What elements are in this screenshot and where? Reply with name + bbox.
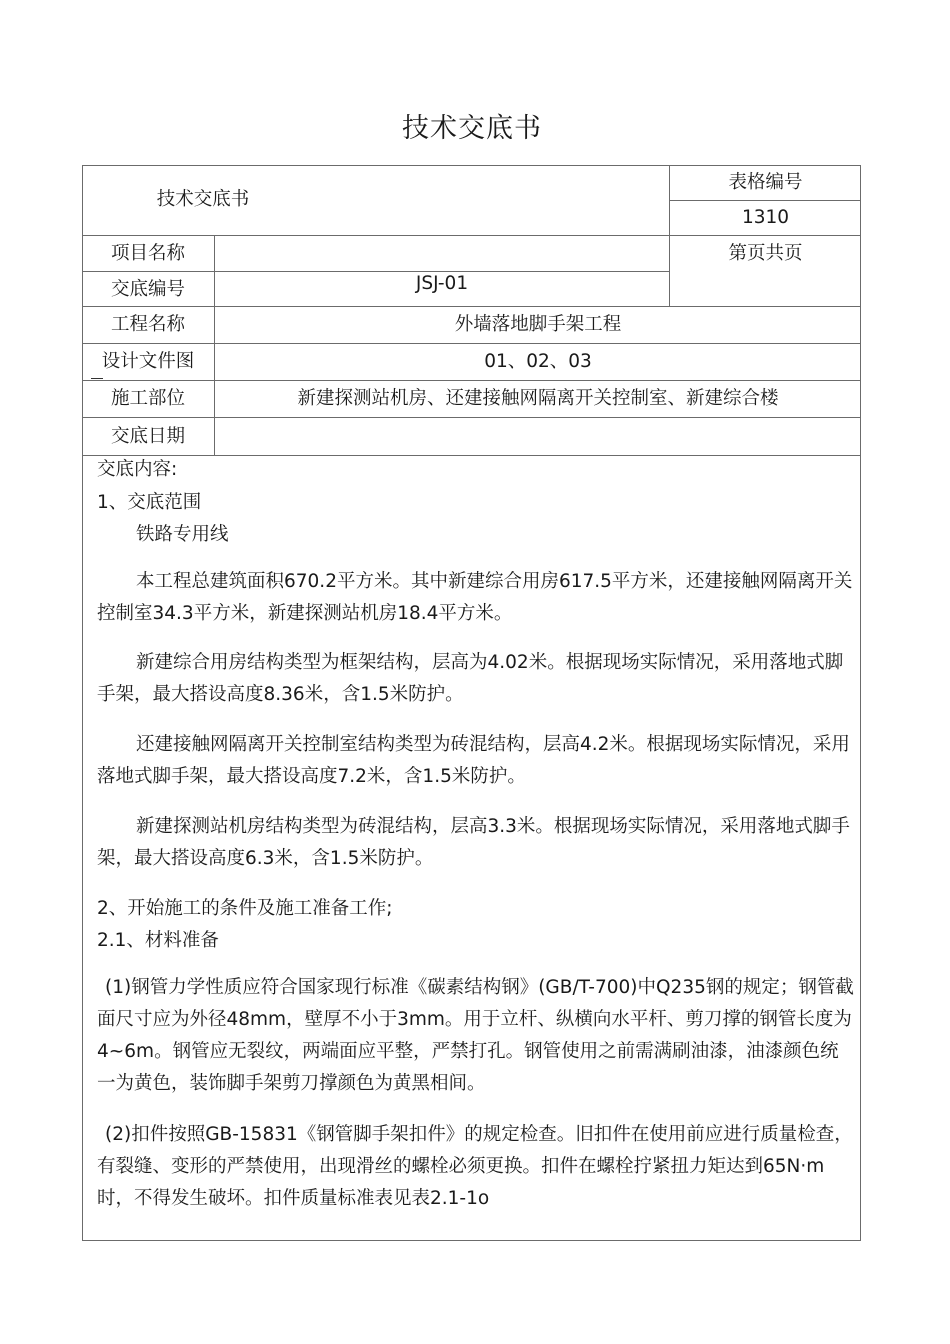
work-name-label: 工程名称: [110, 314, 185, 335]
scope-line: 铁路专用线: [136, 524, 229, 545]
page-count-label: 第页共页: [728, 243, 803, 264]
content-heading: 交底内容:: [97, 459, 178, 480]
document-title: 技术交底书: [402, 113, 542, 144]
form-header-label: 技术交底书: [156, 189, 250, 210]
paragraph: 还建接触网隔离开关控制室结构类型为砖混结构，层高4.2米。根据现场实际情况，采用落地式脚手架，最大搭设高度7.2米，含1.5米防护。: [97, 734, 850, 787]
list-item: (2)扣件按照GB-15831《钢管脚手架扣件》的规定检查。旧扣件在使用前应进行质量检查，有裂缝、变形的严禁使用，出现滑丝的螺栓必须更换。扣件在螺栓拧紧扭力矩达到65N·m时，不得发生破坏。扣件质量标准表见表2.1-1o: [97, 1124, 853, 1209]
paragraph: 新建综合用房结构类型为框架结构，层高为4.02米。根据现场实际情况，采用落地式脚手架，最大搭设高度8.36米，含1.5米防护。: [97, 652, 844, 705]
work-name-value: 外墙落地脚手架工程: [454, 314, 622, 335]
paragraph: 新建探测站机房结构类型为砖混结构，层高3.3米。根据现场实际情况，采用落地式脚手架，最大搭设高度6.3米，含1.5米防护。: [97, 816, 850, 869]
section-title: 1、交底范围: [97, 492, 202, 513]
location-label: 施工部位: [110, 388, 185, 409]
form-number-value: 1310: [741, 207, 790, 228]
section-title: 2、开始施工的条件及施工准备工作;: [97, 898, 393, 919]
date-label: 交底日期: [110, 425, 185, 447]
disclosure-no-value: JSJ-01: [415, 273, 469, 294]
design-doc-value: 01、02、03: [484, 351, 592, 372]
list-item: (1)钢管力学性质应符合国家现行标准《碳素结构钢》(GB/T-700)中Q235钢的规定；钢管截面尺寸应为外径48mm，壁厚不小于3mm。用于立杆、纵横向水平杆、剪刀撑的钢管长度为4~6m。钢管应无裂纹，两端面应平整，严禁打孔。钢管使用之前需满刷油漆，油漆颜色统一为黄色，装饰脚手架剪刀撑颜色为黄黑相间。: [97, 977, 854, 1094]
disclosure-no-label: 交底编号: [110, 279, 185, 300]
form-number-label: 表格编号: [728, 172, 803, 193]
paragraph: 本工程总建筑面积670.2平方米。其中新建综合用房617.5平方米，还建接触网隔离开关控制室34.3平方米，新建探测站机房18.4平方米。: [97, 571, 853, 624]
location-value: 新建探测站机房、还建接触网隔离开关控制室、新建综合楼: [297, 388, 779, 409]
design-doc-label: 设计文件图: [101, 351, 195, 372]
subsection-title: 2.1、材料准备: [97, 930, 219, 951]
date-value: [215, 418, 861, 455]
project-name-label: 项目名称: [110, 242, 185, 264]
